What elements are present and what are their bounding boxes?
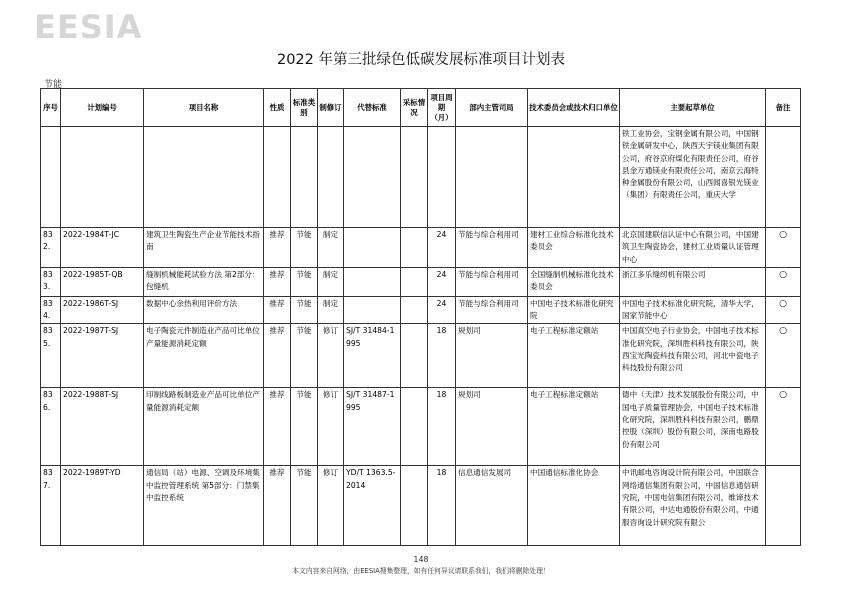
cell-revise: 制定	[318, 228, 344, 268]
cell-plan-no: 2022-1985T-QB	[61, 267, 144, 296]
cell-cycle: 24	[428, 228, 456, 268]
cell-committee: 中国通信标准化协会	[528, 466, 620, 546]
header-revise: 制修订	[318, 89, 344, 127]
cell-drafters: 北京国建联信认证中心有限公司，中国建筑卫生陶瓷协会，建材工业质量认证管理中心	[620, 228, 766, 268]
cell-seq: 837.	[41, 466, 61, 546]
cell-nature	[264, 127, 291, 228]
footer-disclaimer: 本文内容来自网络，由EESIA搜集整理，如有任何异议请联系我们，我们将删除处理！	[292, 567, 550, 575]
header-dept: 部内主管司局	[456, 89, 528, 127]
table-row	[41, 228, 801, 268]
cell-dept: 信息通信发展司	[456, 466, 528, 546]
cell-category: 节能	[291, 466, 318, 546]
cell-adopt	[401, 127, 428, 228]
cell-revise: 修订	[318, 324, 344, 388]
cell-name: 印制线路板制造业产品可比单位产量能源消耗定额	[144, 388, 264, 466]
section-label: 节能	[44, 80, 63, 90]
cell-seq: 834.	[41, 296, 61, 324]
table-row	[41, 267, 801, 296]
table-row	[41, 324, 801, 388]
cell-replace	[344, 267, 401, 296]
cell-cycle: 18	[428, 466, 456, 546]
cell-name: 通信局（站）电源、空调及环境集中监控管理系统 第5部分：门禁集中监控系统	[144, 466, 264, 546]
table-row	[41, 296, 801, 324]
cell-drafters: 中国真空电子行业协会，中国电子技术标准化研究院，深圳胜科科技有限公司，陕西宝光陶瓷科技有限公司，河北中瓷电子科技股份有限公司	[620, 324, 766, 388]
cell-plan-no: 2022-1984T-JC	[61, 228, 144, 268]
cell-replace	[344, 127, 401, 228]
page-title: 2022 年第三批绿色低碳发展标准项目计划表	[276, 52, 565, 68]
cell-category: 节能	[291, 228, 318, 268]
cell-adopt	[401, 466, 428, 546]
cell-dept: 节能与综合利用司	[456, 267, 528, 296]
page-number: 148	[413, 555, 429, 564]
table-header-row	[41, 89, 801, 127]
cell-seq: 832.	[41, 228, 61, 268]
cell-nature: 推荐	[264, 466, 291, 546]
cell-replace: YD/T 1363.5-2014	[344, 466, 401, 546]
header-adopt: 采标情况	[401, 89, 428, 127]
header-replace: 代替标准	[344, 89, 401, 127]
cell-name: 建筑卫生陶瓷生产企业节能技术指南	[144, 228, 264, 268]
eesia-logo: EESIA	[34, 8, 143, 46]
header-category: 标准类别	[291, 89, 318, 127]
cell-dept: 规划司	[456, 324, 528, 388]
header-nature: 性质	[264, 89, 291, 127]
cell-cycle: 24	[428, 267, 456, 296]
cell-name	[144, 127, 264, 228]
table-row	[41, 127, 801, 228]
cell-adopt	[401, 388, 428, 466]
cell-drafters: 中讯邮电咨询设计院有限公司，中国联合网络通信集团有限公司，中国信息通信研究院，中国电信集团有限公司，维谛技术有限公司，中达电通股份有限公司，中通服咨询设计研究院有限公	[620, 466, 766, 546]
cell-revise: 制定	[318, 267, 344, 296]
cell-replace: SJ/T 31484-1995	[344, 324, 401, 388]
header-drafters: 主要起草单位	[620, 89, 766, 127]
cell-cycle: 18	[428, 324, 456, 388]
cell-committee: 电子工程标准定额站	[528, 324, 620, 388]
cell-dept	[456, 127, 528, 228]
cell-revise	[318, 127, 344, 228]
cell-adopt	[401, 228, 428, 268]
cell-adopt	[401, 324, 428, 388]
header-note: 备注	[766, 89, 801, 127]
cell-nature: 推荐	[264, 388, 291, 466]
cell-note: ○	[766, 228, 801, 268]
cell-note: ○	[766, 324, 801, 388]
cell-name: 电子陶瓷元件制造业产品可比单位产量能源消耗定额	[144, 324, 264, 388]
cell-replace	[344, 228, 401, 268]
cell-revise: 修订	[318, 388, 344, 466]
header-seq: 序号	[41, 89, 61, 127]
cell-plan-no: 2022-1988T-SJ	[61, 388, 144, 466]
header-cycle: 项目周期（月）	[428, 89, 456, 127]
cell-drafters: 铁工业协会，宝钢金属有限公司，中国钢铁金属研发中心，陕西天宇镁业集团有限公司，府谷京府煤化有限责任公司，府谷县金万通镁业有限责任公司，南京云海特种金属股份有限公司，山西闻喜银光镁业（集团）有限责任公司，重庆大学	[620, 127, 766, 228]
cell-nature: 推荐	[264, 228, 291, 268]
cell-committee: 建材工业综合标准化技术委员会	[528, 228, 620, 268]
cell-note: ○	[766, 267, 801, 296]
cell-plan-no: 2022-1989T-YD	[61, 466, 144, 546]
cell-committee: 电子工程标准定额站	[528, 388, 620, 466]
cell-category: 节能	[291, 267, 318, 296]
header-plan-no: 计划编号	[61, 89, 144, 127]
cell-cycle: 24	[428, 296, 456, 324]
cell-name: 缝制机械能耗试验方法 第2部分：包缝机	[144, 267, 264, 296]
cell-dept: 规划司	[456, 388, 528, 466]
cell-seq: 835.	[41, 324, 61, 388]
cell-nature: 推荐	[264, 324, 291, 388]
cell-note	[766, 127, 801, 228]
cell-adopt	[401, 296, 428, 324]
cell-replace: SJ/T 31487-1995	[344, 388, 401, 466]
cell-seq: 833.	[41, 267, 61, 296]
cell-committee	[528, 127, 620, 228]
header-name: 项目名称	[144, 89, 264, 127]
cell-dept: 节能与综合利用司	[456, 228, 528, 268]
cell-nature: 推荐	[264, 296, 291, 324]
cell-seq: 836.	[41, 388, 61, 466]
cell-note: ○	[766, 296, 801, 324]
cell-cycle	[428, 127, 456, 228]
cell-note: ○	[766, 388, 801, 466]
cell-drafters: 中国电子技术标准化研究院，清华大学，国家节能中心	[620, 296, 766, 324]
cell-name: 数据中心余热利用评价方法	[144, 296, 264, 324]
cell-category	[291, 127, 318, 228]
cell-cycle: 18	[428, 388, 456, 466]
cell-nature: 推荐	[264, 267, 291, 296]
cell-plan-no	[61, 127, 144, 228]
cell-adopt	[401, 267, 428, 296]
cell-revise: 制定	[318, 296, 344, 324]
cell-plan-no: 2022-1986T-SJ	[61, 296, 144, 324]
cell-seq	[41, 127, 61, 228]
table-row	[41, 466, 801, 546]
cell-plan-no: 2022-1987T-SJ	[61, 324, 144, 388]
cell-revise: 修订	[318, 466, 344, 546]
cell-category: 节能	[291, 324, 318, 388]
plan-table	[40, 88, 801, 546]
table-row	[41, 388, 801, 466]
cell-committee: 中国电子技术标准化研究院	[528, 296, 620, 324]
cell-drafters: 德中（天津）技术发展股份有限公司，中国电子质量管理协会，中国电子技术标准化研究院，深圳胜科科技有限公司，鹏鼎控股（深圳）股份有限公司，深南电路股份有限公司	[620, 388, 766, 466]
cell-category: 节能	[291, 296, 318, 324]
header-committee: 技术委员会或技术归口单位	[528, 89, 620, 127]
cell-category: 节能	[291, 388, 318, 466]
cell-note	[766, 466, 801, 546]
cell-dept: 节能与综合利用司	[456, 296, 528, 324]
cell-replace	[344, 296, 401, 324]
cell-drafters: 浙江多乐缝纫机有限公司	[620, 267, 766, 296]
cell-committee: 全国缝制机械标准化技术委员会	[528, 267, 620, 296]
